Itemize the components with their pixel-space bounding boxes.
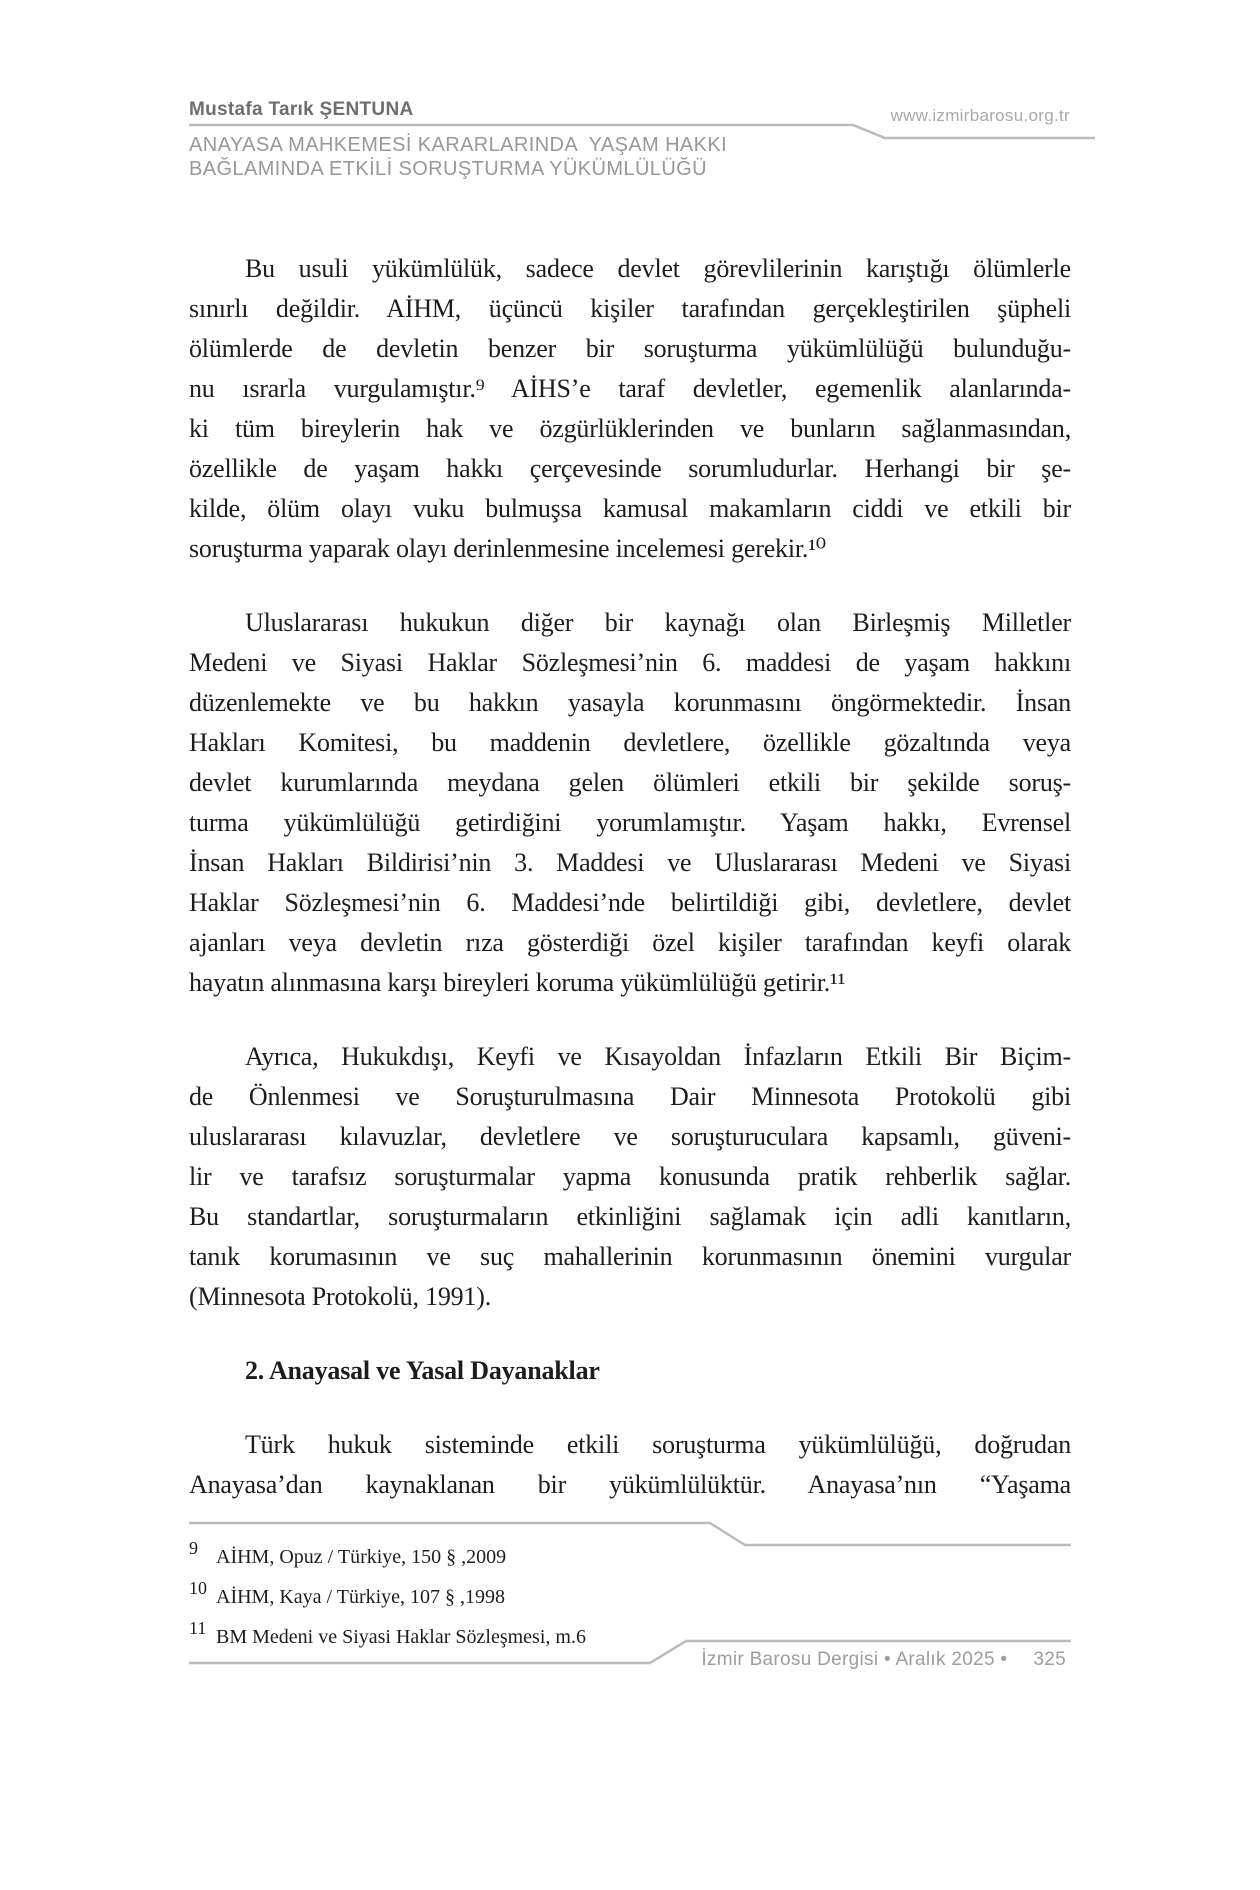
article-title-line-2: BAĞLAMINDA ETKİLİ SORUŞTURMA YÜKÜMLÜLÜĞÜ — [189, 158, 707, 180]
body-text-line: hayatın alınmasına karşı bireyleri koruma yükümlülüğü getirir.¹¹ — [189, 968, 846, 997]
footnote-text: AİHM, Opuz / Türkiye, 150 § ,2009 — [216, 1546, 507, 1568]
body-text-line: turma yükümlülüğü getirdiğini yorumlamıştır. Yaşam hakkı, Evrensel — [189, 808, 1071, 837]
body-text-line: Hakları Komitesi, bu maddenin devletlere, özellikle gözaltında veya — [189, 728, 1071, 757]
body-text-line: Bu standartlar, soruşturmaların etkinliğini sağlamak için adli kanıtların, — [189, 1202, 1071, 1231]
article-title-line-1: ANAYASA MAHKEMESİ KARARLARINDA YAŞAM HAKKI — [189, 134, 728, 156]
body-text-line: Anayasa’dan kaynaklanan bir yükümlülüktür. Anayasa’nın “Yaşama — [189, 1470, 1071, 1499]
body-text-line: ajanları veya devletin rıza gösterdiği özel kişiler tarafından keyfi olarak — [189, 928, 1071, 957]
footnote-item — [189, 1537, 1071, 1577]
body-text-line: Bu usuli yükümlülük, sadece devlet görevlilerinin karıştığı ölümlerle — [245, 254, 1071, 283]
footnote-item — [189, 1577, 1071, 1617]
paragraph — [189, 249, 1071, 569]
author-name: Mustafa Tarık ŞENTUNA — [189, 99, 414, 120]
body-text-line: sınırlı değildir. AİHM, üçüncü kişiler tarafından gerçekleştirilen şüpheli — [189, 294, 1071, 323]
body-text-line: nu ısrarla vurgulamıştır.⁹ AİHS’e taraf devletler, egemenlik alanlarında- — [189, 374, 1071, 403]
paragraph — [189, 1425, 1071, 1505]
body-text-line: Medeni ve Siyasi Haklar Sözleşmesi’nin 6. maddesi de yaşam hakkını — [189, 648, 1071, 677]
page-number: 325 — [1033, 1649, 1066, 1670]
paragraph — [189, 603, 1071, 1003]
body-text-line: düzenlemekte ve bu hakkın yasayla korunmasını öngörmektedir. İnsan — [189, 688, 1071, 717]
body-text-line: tanık korumasının ve suç mahallerinin korunmasının önemini vurgular — [189, 1242, 1071, 1271]
website-url: www.izmirbarosu.org.tr — [890, 106, 1070, 125]
body-text-line: lir ve tarafsız soruşturmalar yapma konusunda pratik rehberlik sağlar. — [189, 1162, 1071, 1191]
section-heading: 2. Anayasal ve Yasal Dayanaklar — [245, 1356, 600, 1385]
body-text-line: İnsan Hakları Bildirisi’nin 3. Maddesi ve Uluslararası Medeni ve Siyasi — [189, 848, 1071, 877]
body-text-line: özellikle de yaşam hakkı çerçevesinde sorumludurlar. Herhangi bir şe- — [189, 454, 1071, 483]
body-text-line: Haklar Sözleşmesi’nin 6. Maddesi’nde belirtildiği gibi, devletlere, devlet — [189, 888, 1071, 917]
body-text-line: Uluslararası hukukun diğer bir kaynağı olan Birleşmiş Milletler — [245, 608, 1071, 637]
page-footer — [701, 1646, 1066, 1674]
body-text-line: kilde, ölüm olayı vuku bulmuşsa kamusal makamların ciddi ve etkili bir — [189, 494, 1071, 523]
body-text-line: devlet kurumlarında meydana gelen ölümleri etkili bir şekilde soruş- — [189, 768, 1071, 797]
body-text-line: ölümlerde de devletin benzer bir soruşturma yükümlülüğü bulunduğu- — [189, 334, 1071, 363]
body-text-line: uluslararası kılavuzlar, devletlere ve soruşturuculara kapsamlı, güveni- — [189, 1122, 1071, 1151]
body-text-line: ki tüm bireylerin hak ve özgürlüklerinden ve bunların sağlanmasından, — [189, 414, 1071, 443]
body-text-line: de Önlenmesi ve Soruşturulmasına Dair Minnesota Protokolü gibi — [189, 1082, 1071, 1111]
footnote-number: 11 — [189, 1618, 207, 1638]
body-text-line: (Minnesota Protokolü, 1991). — [189, 1282, 492, 1311]
body-text-line: soruşturma yaparak olayı derinlenmesine incelemesi gerekir.¹⁰ — [189, 534, 827, 563]
paragraph — [189, 1037, 1071, 1317]
footnote-number: 9 — [189, 1538, 198, 1558]
footnote-text: AİHM, Kaya / Türkiye, 107 § ,1998 — [216, 1586, 506, 1608]
body-text-line: Ayrıca, Hukukdışı, Keyfi ve Kısayoldan İnfazların Etkili Bir Biçim- — [245, 1042, 1071, 1071]
footnote-text: BM Medeni ve Siyasi Haklar Sözleşmesi, m.6 — [216, 1626, 586, 1648]
body-text-line: Türk hukuk sisteminde etkili soruşturma yükümlülüğü, doğrudan — [245, 1430, 1071, 1459]
footnote-number: 10 — [189, 1578, 207, 1598]
body-text — [189, 249, 1071, 1505]
journal-issue-label: İzmir Barosu Dergisi • Aralık 2025 • — [701, 1649, 1008, 1670]
